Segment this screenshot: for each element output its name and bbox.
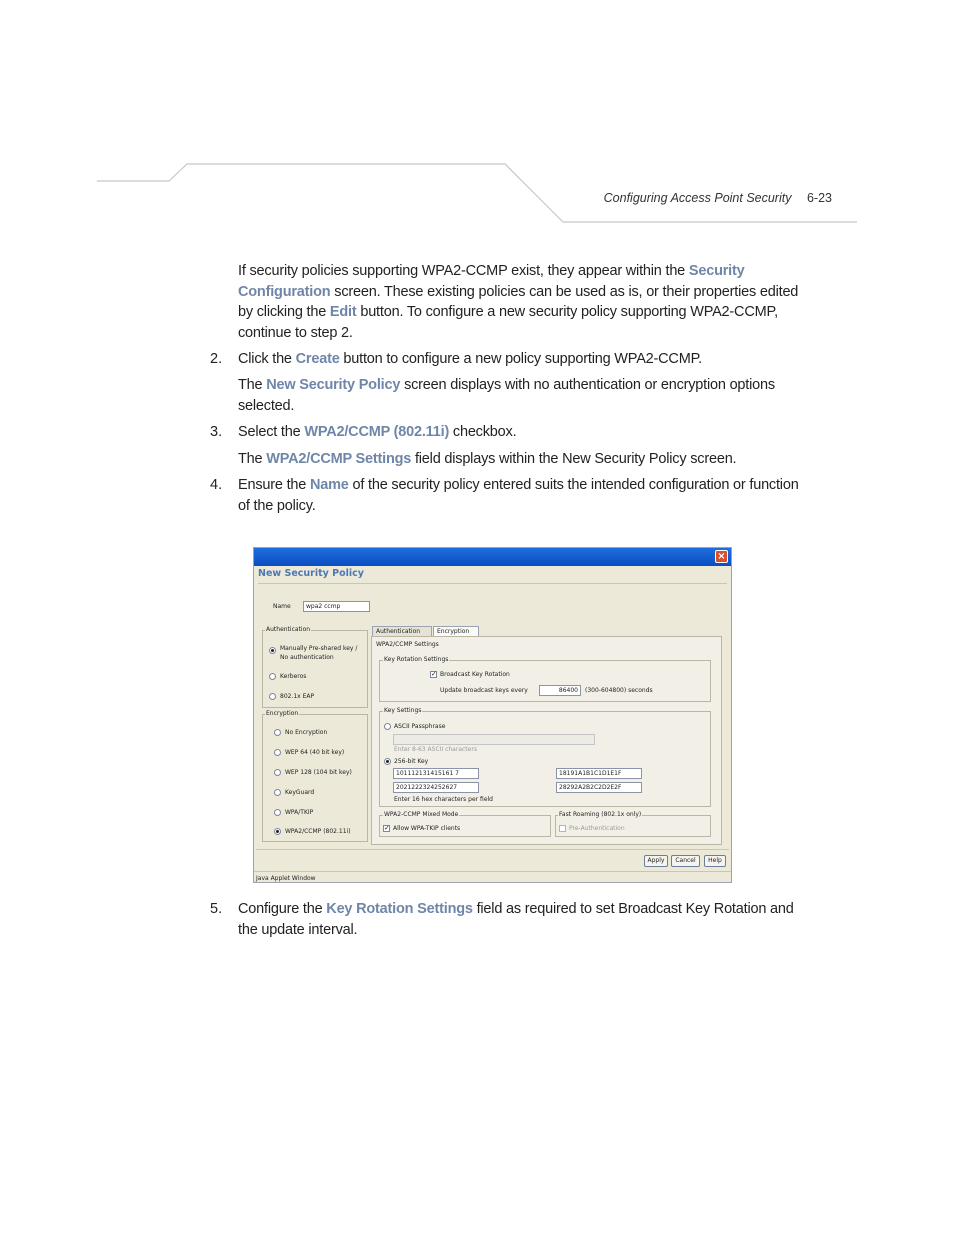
key-rotation-legend: Key Rotation Settings [384,656,449,663]
intro-paragraph: If security policies supporting WPA2-CCMP exist, they appear within the Security Configuration screen. These existing policies can be used as is, or their properties edited by clicking the Edit button. To configure a new security policy supporting WPA2-CCMP, continue to step 2. [238,263,799,341]
enc-none-radio[interactable] [274,729,281,736]
hex-key-radio[interactable] [384,758,391,765]
enc-wpatkip-label: WPA/TKIP [285,809,314,816]
security-configuration-ref: Security Configuration [238,263,745,300]
hex-key-field-3[interactable]: 18191A1B1C1D1E1F [556,768,642,779]
name-ref: Name [309,477,349,493]
step-4-number: 4. [210,477,223,493]
broadcast-key-rotation-label: Broadcast Key Rotation [440,671,510,678]
update-interval-units: (300-604800) seconds [585,687,653,694]
auth-preshared-label: Manually Pre-shared key / No authentication [280,645,358,661]
key-settings-legend: Key Settings [384,707,422,714]
window-titlebar [254,548,731,566]
step-5-number: 5. [210,901,223,917]
pre-authentication-label: Pre-Authentication [569,825,625,832]
update-interval-input[interactable]: 86400 [539,685,581,696]
auth-kerberos-radio[interactable] [269,673,276,680]
enc-keyguard-radio[interactable] [274,789,281,796]
step-2-number: 2. [210,351,223,367]
section-title: Configuring Access Point Security [603,191,792,205]
enc-wep64-label: WEP 64 (40 bit key) [285,749,345,756]
button-divider [256,849,729,850]
wpa2-ccmp-ref: WPA2/CCMP (802.11i) [304,424,450,440]
hex-key-field-4[interactable]: 28292A2B2C2D2E2F [556,782,642,793]
step-2-text: Click the Create button to configure a new policy supporting WPA2-CCMP. [238,351,703,367]
enc-none-label: No Encryption [285,729,328,736]
key-rotation-settings-ref: Key Rotation Settings [326,901,473,917]
encryption-legend: Encryption [266,710,299,717]
close-icon[interactable]: × [715,550,728,563]
step-4-text: Ensure the Name of the security policy entered suits the intended configuration or function of the policy. [238,477,799,514]
hex-key-field-2[interactable]: 2021222324252627 [393,782,479,793]
hex-hint: Enter 16 hex characters per field [394,796,493,803]
auth-preshared-radio[interactable] [269,647,276,654]
enc-wep128-label: WEP 128 (104 bit key) [285,769,352,776]
new-security-policy-ref: New Security Policy [266,377,401,393]
allow-wpa-tkip-checkbox[interactable]: ✓ [384,824,390,832]
create-ref: Create [295,351,340,367]
enc-wpa2ccmp-label: WPA2/CCMP (802.11i) [285,828,351,835]
wpa2-settings-ref: WPA2/CCMP Settings [266,451,412,467]
hex-key-label: 256-bit Key [394,758,429,765]
authentication-legend: Authentication [266,626,311,633]
running-header [560,191,832,205]
window-title: New Security Policy [258,568,364,579]
cancel-button[interactable]: Cancel [671,855,700,867]
edit-ref: Edit [329,304,357,320]
enc-wpa2ccmp-radio[interactable] [274,828,281,835]
enc-wpatkip-radio[interactable] [274,809,281,816]
allow-wpa-tkip-label: Allow WPA-TKIP clients [393,825,461,832]
ascii-passphrase-label: ASCII Passphrase [394,723,446,730]
title-divider [258,583,727,584]
hex-key-field-1[interactable]: 101112131415161 7 [393,768,479,779]
ascii-passphrase-radio[interactable] [384,723,391,730]
step-2-result: The New Security Policy screen displays with no authentication or encryption options selected. [238,377,775,414]
enc-wep128-radio[interactable] [274,769,281,776]
tab-encryption[interactable]: Encryption [433,626,479,637]
update-interval-label: Update broadcast keys every [440,687,528,694]
fast-roaming-legend: Fast Roaming (802.1x only) [559,811,642,818]
broadcast-key-rotation-checkbox[interactable]: ✓ [431,670,437,678]
name-input[interactable]: wpa2 ccmp [303,601,370,612]
auth-8021x-label: 802.1x EAP [280,693,315,700]
tab-authentication[interactable]: Authentication [372,626,432,637]
enc-wep64-radio[interactable] [274,749,281,756]
step-3-number: 3. [210,424,223,440]
pre-authentication-checkbox[interactable] [559,825,566,832]
auth-kerberos-label: Kerberos [280,673,307,680]
auth-8021x-radio[interactable] [269,693,276,700]
help-button[interactable]: Help [704,855,726,867]
name-label: Name [273,603,291,610]
status-bar: Java Applet Window [256,875,316,882]
step-5-text: Configure the Key Rotation Settings field as required to set Broadcast Key Rotation and the update interval. [238,901,794,938]
mixed-mode-legend: WPA2-CCMP Mixed Mode [384,811,459,818]
step-3-result: The WPA2/CCMP Settings field displays within the New Security Policy screen. [238,451,737,467]
authentication-group [262,630,368,708]
ascii-passphrase-input[interactable] [393,734,595,745]
step-3-text: Select the WPA2/CCMP (802.11i) checkbox. [238,424,517,440]
status-divider [254,871,731,872]
wpa2-settings-legend: WPA2/CCMP Settings [376,641,439,648]
enc-keyguard-label: KeyGuard [285,789,315,796]
ascii-hint: Enter 8-63 ASCII characters [394,746,477,753]
page-number: 6-23 [806,191,832,205]
new-security-policy-window [253,547,732,883]
apply-button[interactable]: Apply [644,855,668,867]
